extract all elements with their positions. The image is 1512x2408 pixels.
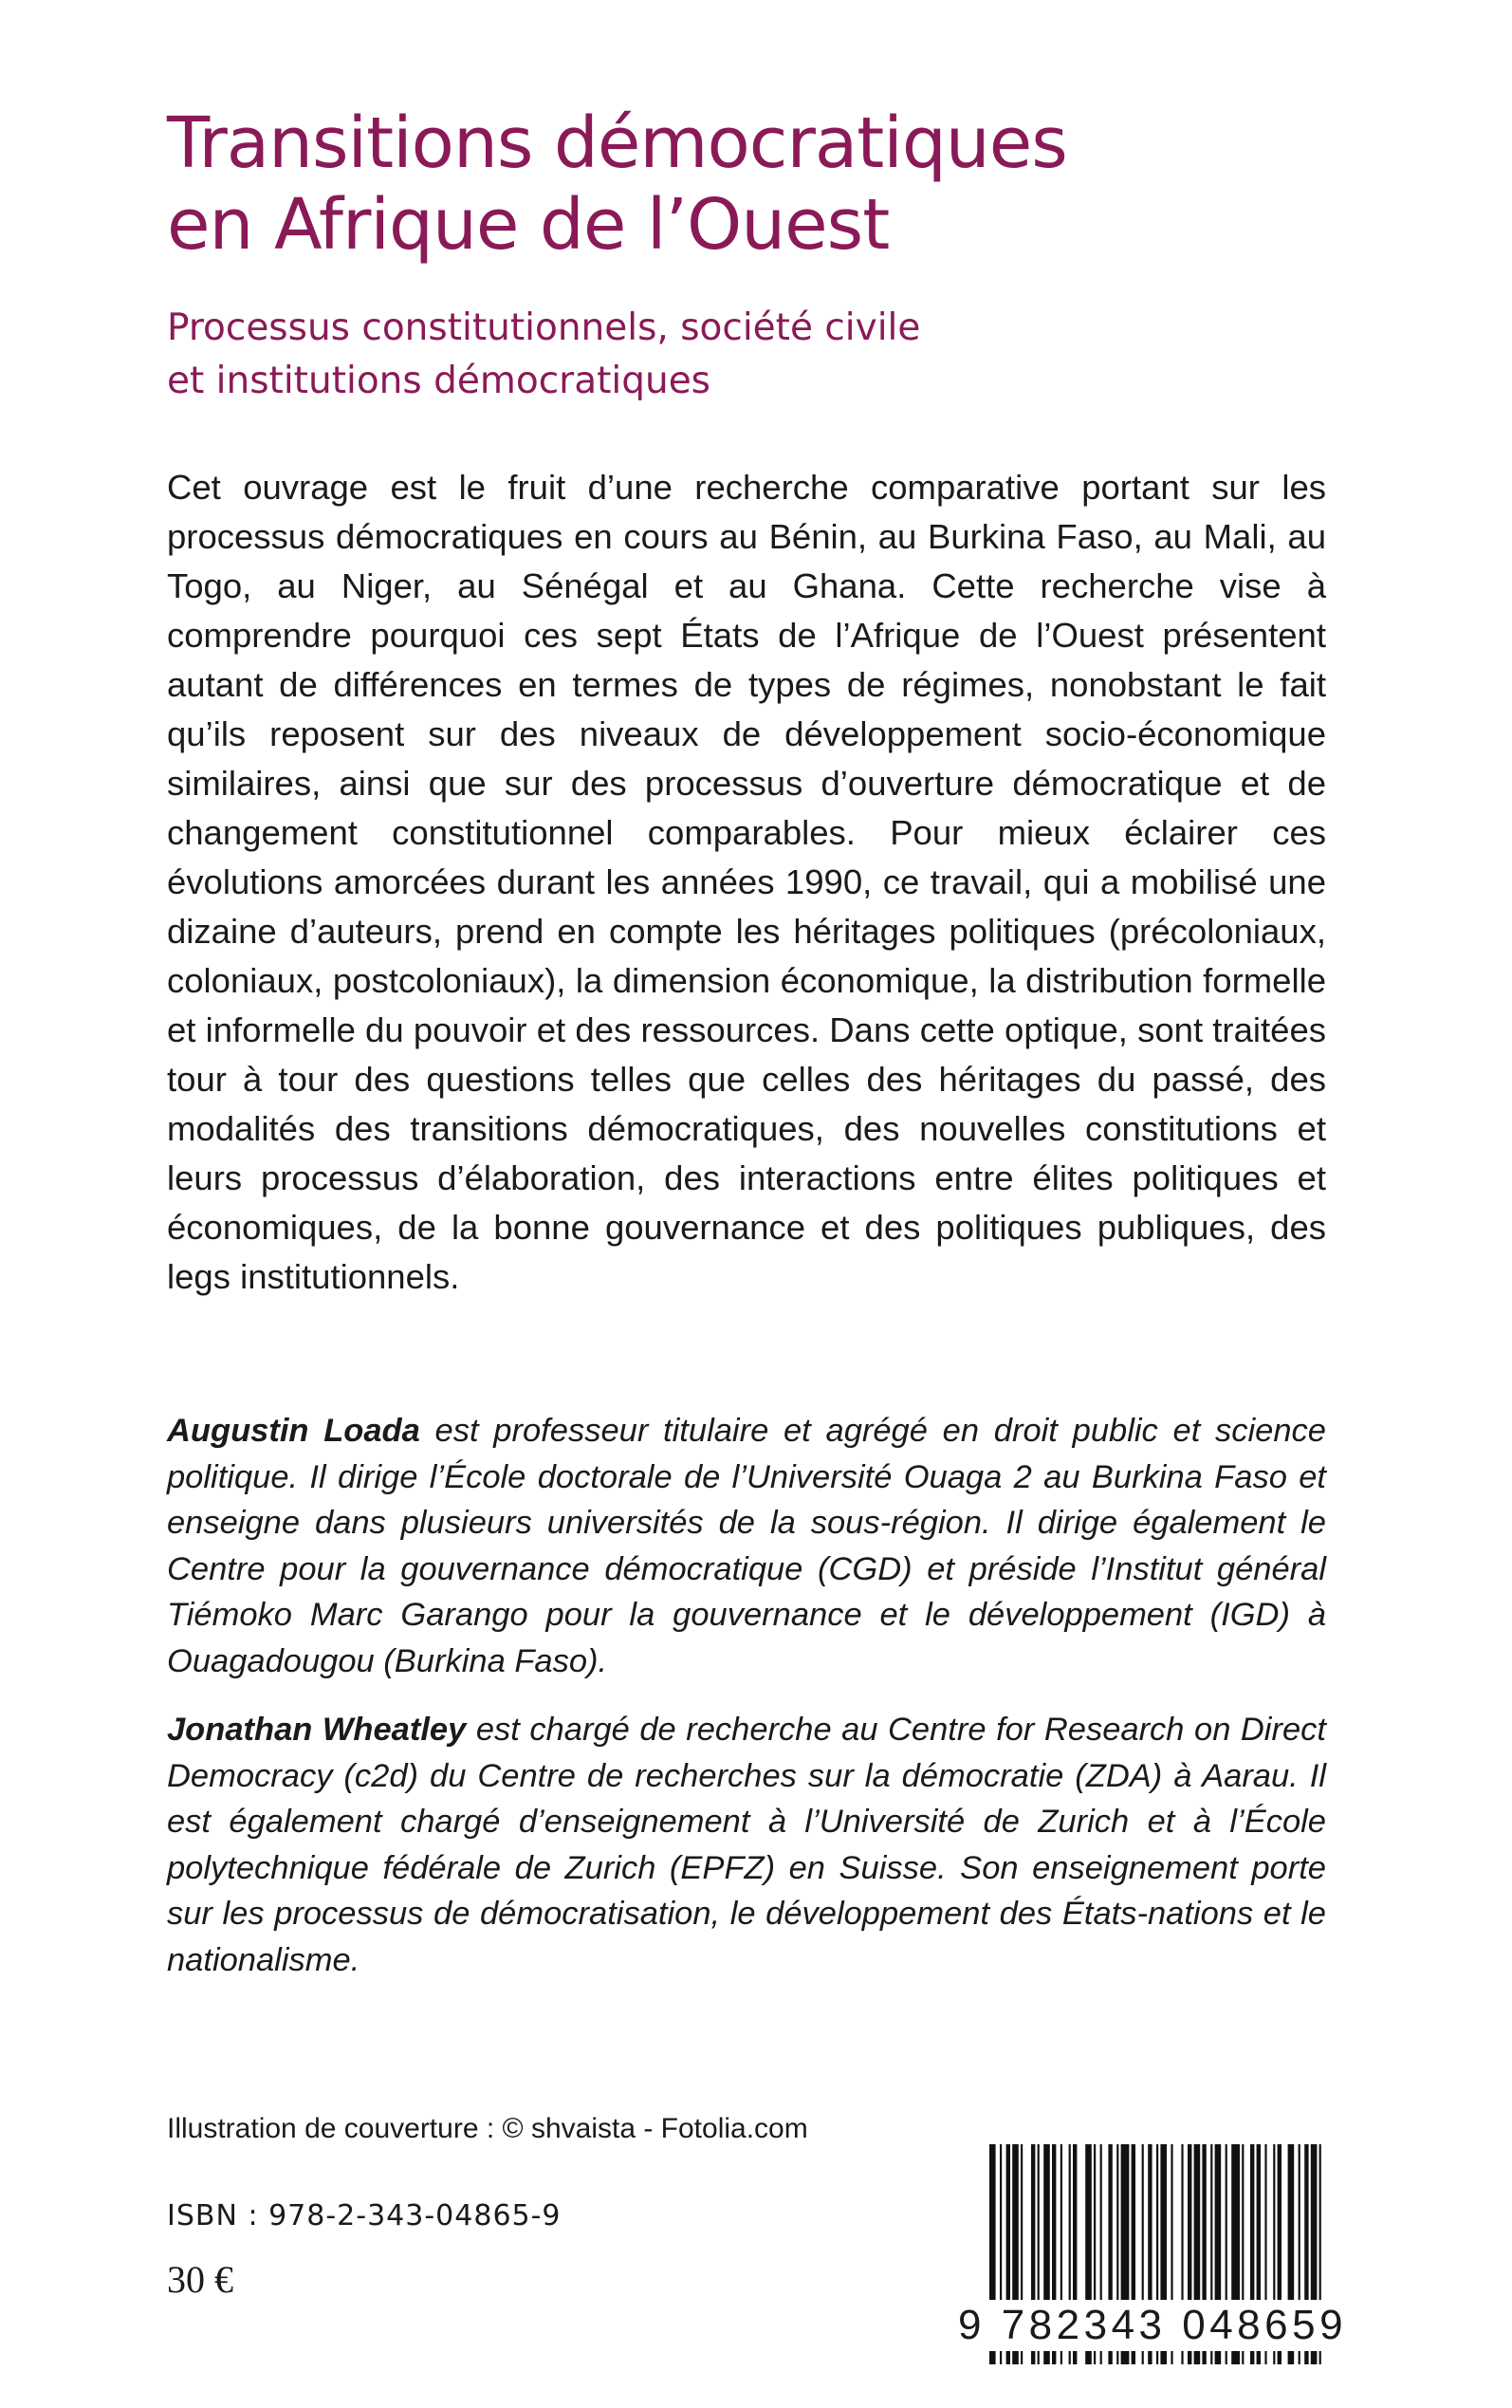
book-summary: Cet ouvrage est le fruit d’une recherche comparative portant sur les processus démocratiques en cours au Bénin, au Burkina Faso, au Mali, au Togo, au Niger, au Sénégal et au Ghana. Cette recherche vise à comprendre pourquoi ces sept États de l’Afrique de l’Ouest présentent autant de différences en termes de types de régimes, nonobstant le fait qu’ils reposent sur des niveaux de développement socio-économique similaires, ainsi que sur des processus d’ouverture démocratique et de changement constitutionnel comparables. Pour mieux éclairer ces évolutions amorcées durant les années 1990, ce travail, qui a mobilisé une dizaine d’auteurs, prend en compte les héritages politiques (précoloniaux, coloniaux, postcoloniaux), la dimension économique, la distribution formelle et informelle du pouvoir et des ressources. Dans cette optique, sont traitées tour à tour des questions telles que celles des héritages du passé, des modalités des transitions démocratiques, des nouvelles constitutions et leurs processus d’élaboration, des interactions entre élites politiques et économiques, de la bonne gouvernance et des politiques publiques, des legs institutionnels. <box>167 468 1326 1296</box>
author-name-wheatley: Jonathan Wheatley <box>167 1712 467 1748</box>
barcode-digits: 9 782343 048659 <box>958 2300 1332 2351</box>
illustration-credit: Illustration de couverture : © shvaista - Fotolia.com <box>167 2113 808 2144</box>
price: 30 € <box>167 2258 233 2301</box>
book-subtitle-line-2: et institutions démocratiques <box>167 360 711 402</box>
book-subtitle <box>167 302 1353 408</box>
author-bio-loada <box>167 1408 1326 1684</box>
book-title-line-2: en Afrique de l’Ouest <box>167 184 890 266</box>
book-subtitle-line-1: Processus constitutionnels, société civile <box>167 306 921 349</box>
author-name-loada: Augustin Loada <box>167 1413 420 1449</box>
author-bio-wheatley <box>167 1707 1326 1983</box>
isbn-number: ISBN : 978-2-343-04865-9 <box>167 2199 562 2232</box>
author-bio-text-wheatley: est chargé de recherche au Centre for Research on Direct Democracy (c2d) du Centre de recherches sur la démocratie (ZDA) à Aarau. Il est également chargé d’enseignement à l’Université de Zurich et à l’École polytechnique fédérale de Zurich (EPFZ) en Suisse. Son enseignement porte sur les processus de démocratisation, le développement des États-nations et le nationalisme. <box>167 1712 1326 1978</box>
book-title <box>167 102 1353 266</box>
book-title-line-1: Transitions démocratiques <box>167 102 1067 184</box>
author-bio-text-loada: est professeur titulaire et agrégé en droit public et science politique. Il dirige l’École doctorale de l’Université Ouaga 2 au Burkina Faso et enseigne dans plusieurs universités de la sous-région. Il dirige également le Centre pour la gouvernance démocratique (CGD) et préside l’Institut général Tiémoko Marc Garango pour la gouvernance et le développement (IGD) à Ouagadougou (Burkina Faso). <box>167 1413 1326 1679</box>
